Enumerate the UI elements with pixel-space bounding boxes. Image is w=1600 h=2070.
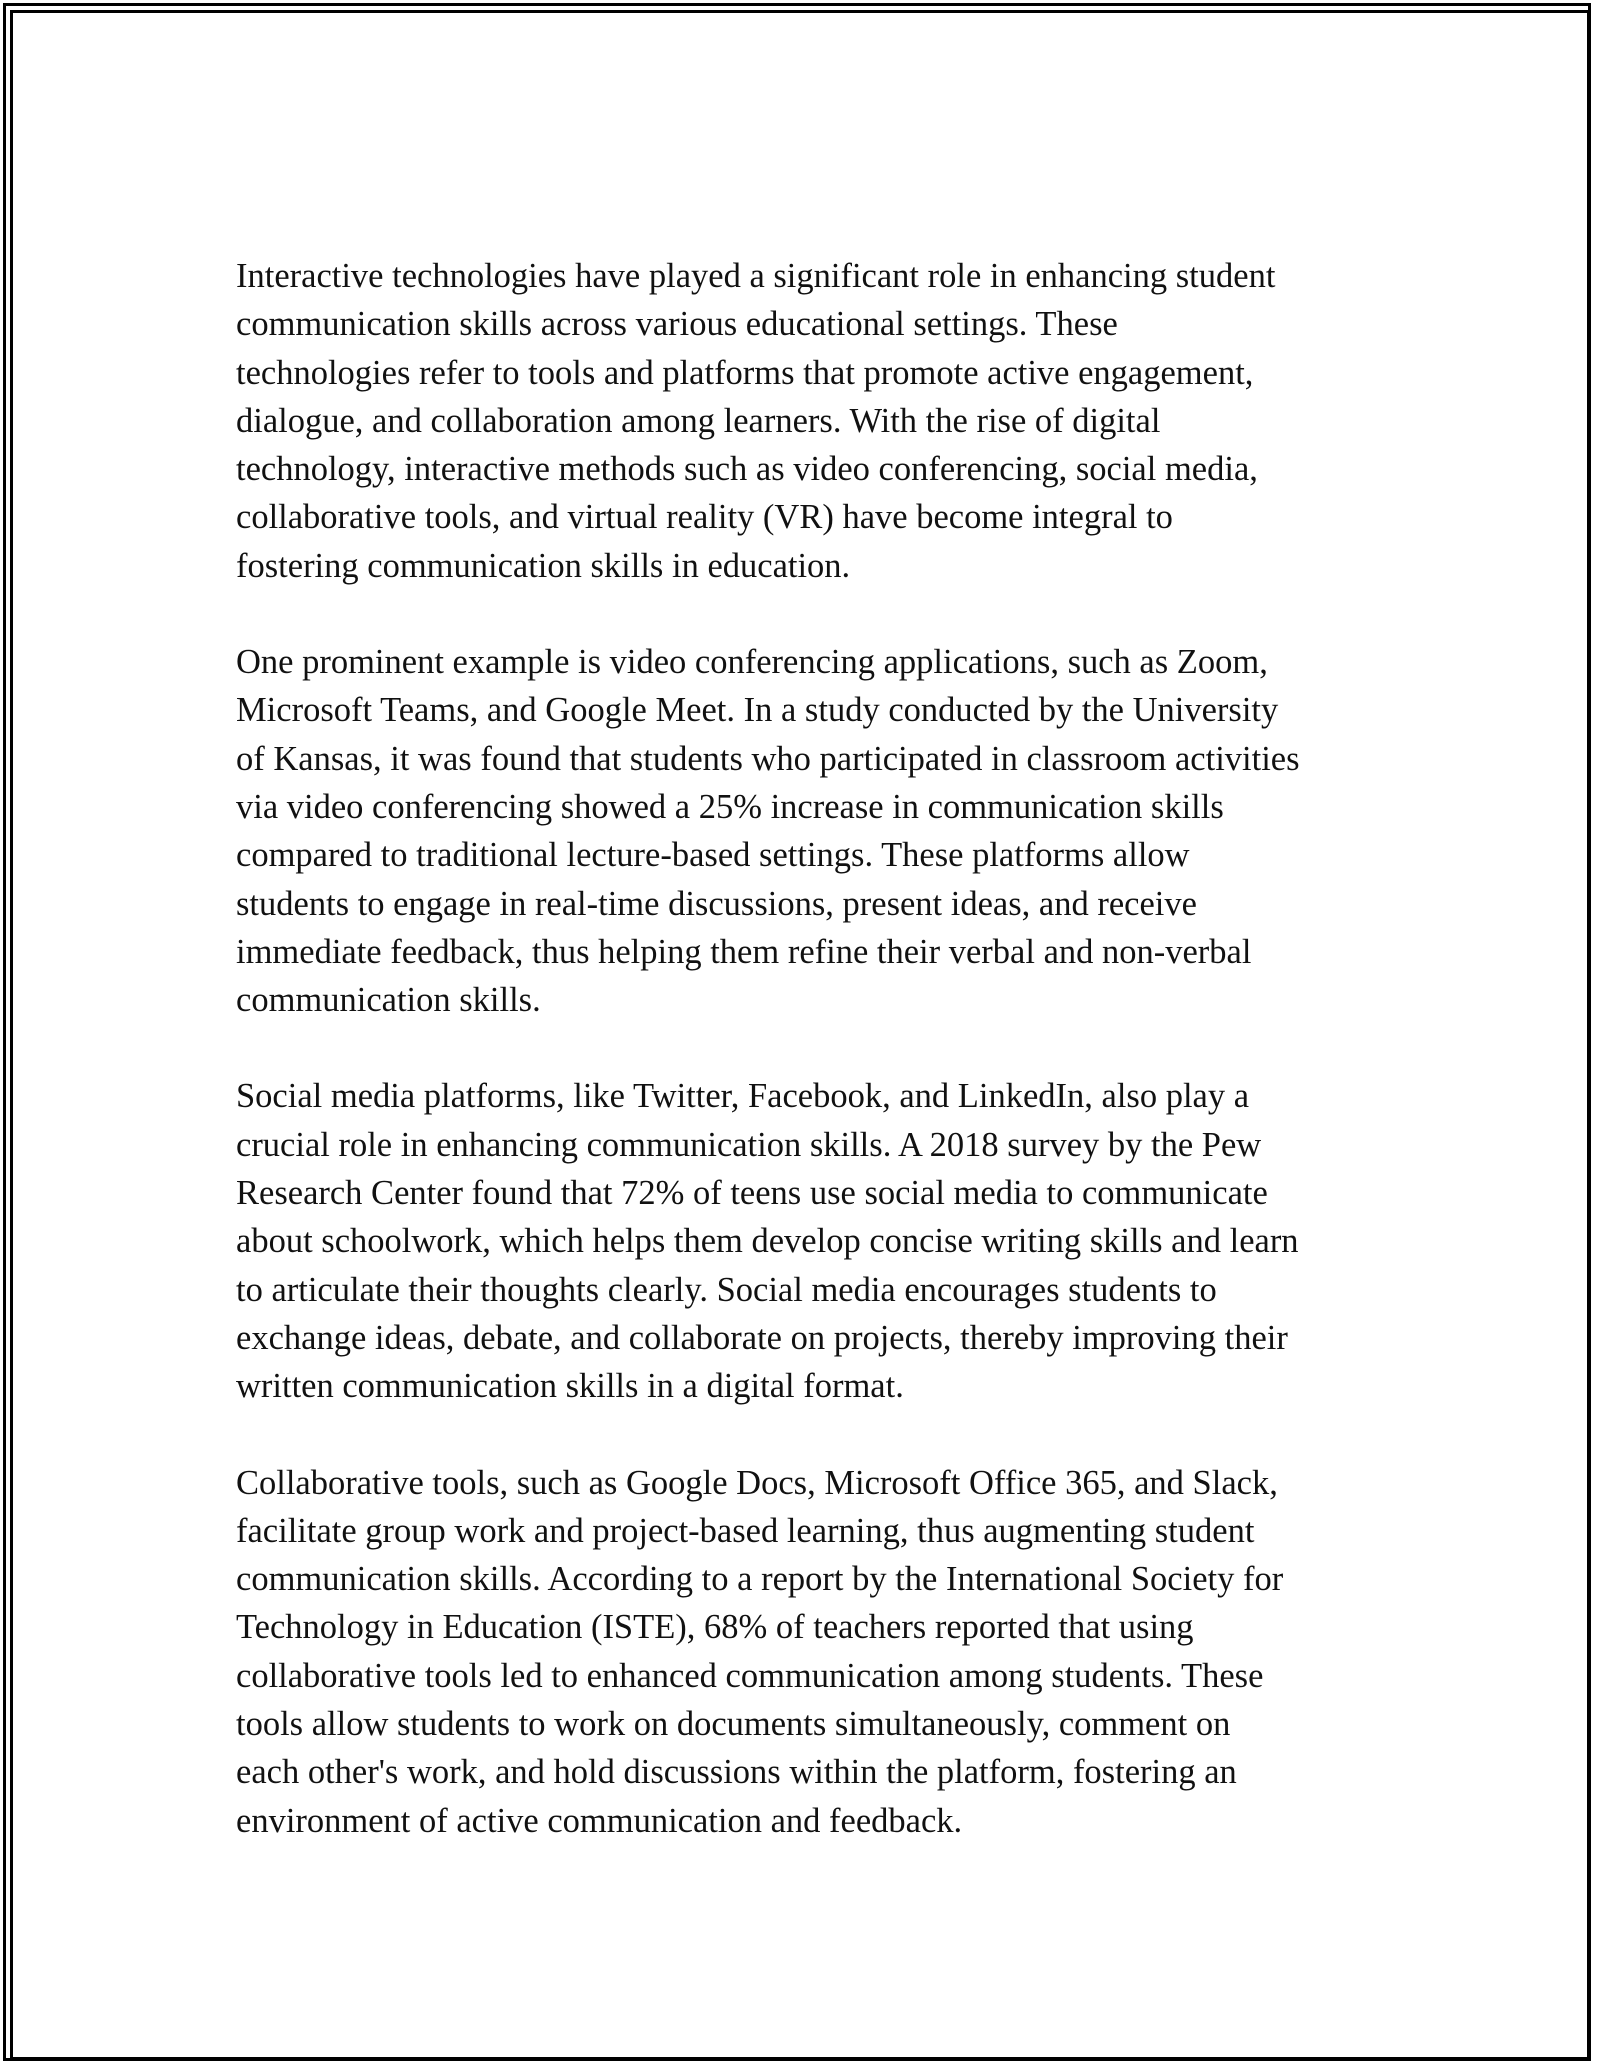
paragraph-video-conferencing: One prominent example is video conferencing applications, such as Zoom, Microsoft Teams, and Google Meet. In a study conducted by the University of Kansas, it was found that students who participated in classroom activities via video conferencing showed a 25% increase in communication skills compared to traditional lecture-based settings. These platforms allow students to engage in real-time discussions, present ideas, and receive immediate feedback, thus helping them refine their verbal and non-verbal communication skills. bbox=[236, 643, 1300, 1020]
document-body bbox=[236, 252, 1374, 1893]
paragraph-collaborative-tools: Collaborative tools, such as Google Docs, Microsoft Office 365, and Slack, facilitate group work and project-based learning, thus augmenting student communication skills. According to a report by the International Society for Technology in Education (ISTE), 68% of teachers reported that using collaborative tools led to enhanced communication among students. These tools allow students to work on documents simultaneously, comment on each other's work, and hold discussions within the platform, fostering an environment of active communication and feedback. bbox=[236, 1463, 1284, 1840]
paragraph-social-media: Social media platforms, like Twitter, Facebook, and LinkedIn, also play a crucial role in enhancing communication skills. A 2018 survey by the Pew Research Center found that 72% of teens use social media to communicate about schoolwork, which helps them develop concise writing skills and learn to articulate their thoughts clearly. Social media encourages students to exchange ideas, debate, and collaborate on projects, thereby improving their written communication skills in a digital format. bbox=[236, 1077, 1299, 1406]
paragraph-intro: Interactive technologies have played a significant role in enhancing student communication skills across various educational settings. These technologies refer to tools and platforms that promote active engagement, dialogue, and collaboration among learners. With the rise of digital technology, interactive methods such as video conferencing, social media, collaborative tools, and virtual reality (VR) have become integral to fostering communication skills in education. bbox=[236, 257, 1276, 585]
